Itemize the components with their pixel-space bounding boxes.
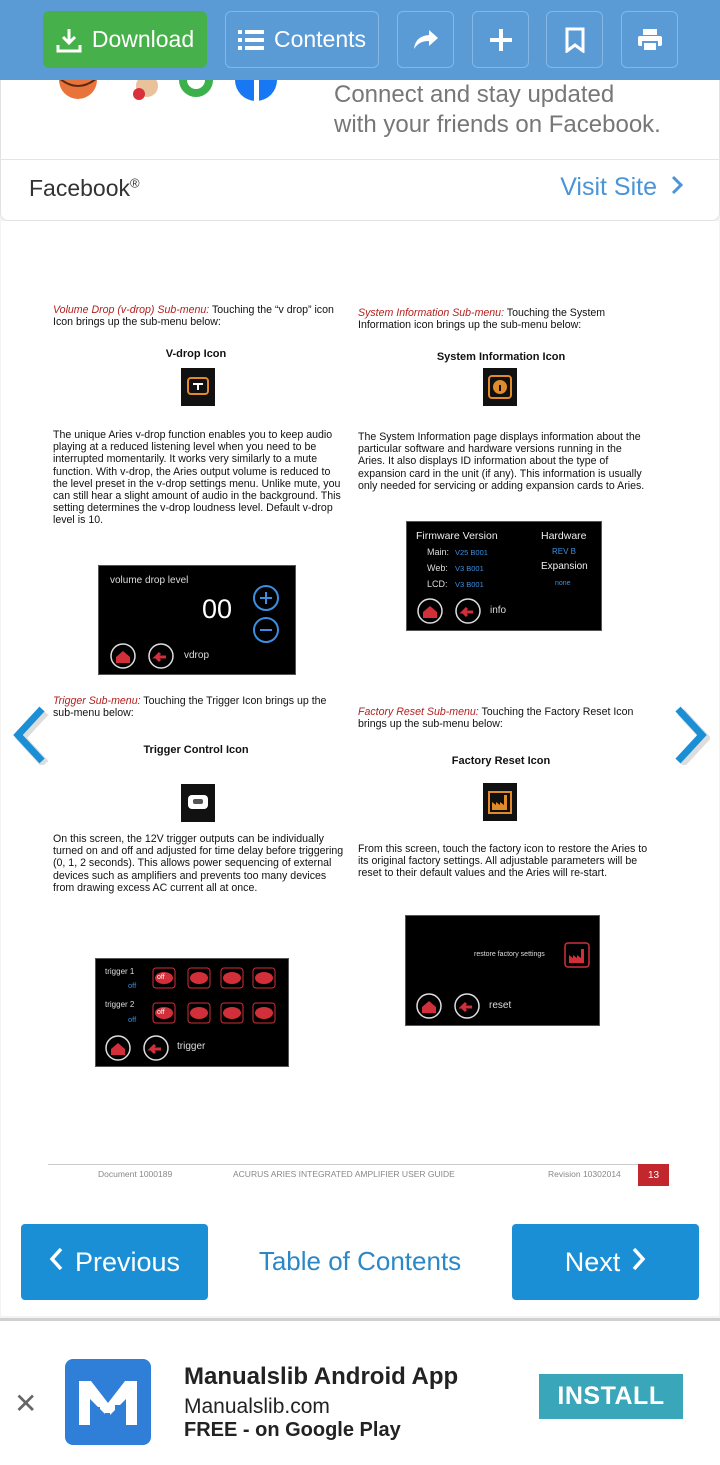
- vdrop-heading: Volume Drop (v-drop) Sub-menu:: [53, 304, 210, 316]
- visit-site-label: Visit Site: [560, 173, 657, 201]
- install-button[interactable]: INSTALL: [539, 1374, 683, 1419]
- registered-mark: ®: [130, 175, 140, 191]
- bookmark-button[interactable]: [546, 11, 603, 68]
- next-page-arrow[interactable]: [670, 705, 710, 765]
- trigger-intro-text: Touching the Trigger Icon brings up the sub-menu below:: [53, 695, 327, 720]
- tagline-line-1: Connect and stay updated: [334, 81, 615, 108]
- web-value: V3 B001: [455, 564, 484, 573]
- footer-revision: Revision 10302014: [548, 1169, 621, 1179]
- divider: [1, 159, 720, 160]
- tagline-line-2: with your friends on Facebook.: [334, 111, 661, 138]
- trigger-intro: [53, 695, 343, 719]
- main-label: Main:: [427, 547, 450, 557]
- reset-heading: Factory Reset Sub-menu:: [358, 706, 479, 718]
- facebook-name: [29, 175, 140, 202]
- social-icons-strip: [59, 80, 279, 102]
- chevron-left-icon: [10, 705, 50, 765]
- previous-button[interactable]: [21, 1224, 208, 1300]
- main-value: V25 B001: [455, 548, 488, 557]
- vdrop-icon: [181, 368, 215, 406]
- sysinfo-panel: [406, 521, 602, 631]
- trigger-panel: [95, 958, 289, 1067]
- sysinfo-intro-text: Touching the System Information icon brings up the sub-menu below:: [358, 307, 606, 332]
- vdrop-panel: [98, 565, 296, 675]
- expansion-value: none: [555, 580, 571, 587]
- trigger1-off-label: off: [157, 974, 165, 981]
- print-button[interactable]: [621, 11, 678, 68]
- manualslib-logo-icon: [65, 1359, 151, 1445]
- sysinfo-intro: [358, 307, 643, 331]
- chevron-right-icon: [632, 1247, 646, 1278]
- trigger-body: On this screen, the 12V trigger outputs can be individually turned on and off and adjusted for time delay before triggering (0, 1, 2 seconds). This allows power sequencing of external devices such as amplifiers and prevents too many devices from drawing excess AC current all at once.: [53, 833, 344, 894]
- rev-value: REV B: [552, 547, 577, 556]
- visit-site-link[interactable]: [560, 173, 683, 202]
- manual-page: [1, 221, 719, 1316]
- trigger2-label: trigger 2: [105, 1000, 135, 1009]
- vdrop-panel-caption: vdrop: [184, 650, 210, 661]
- chevron-left-icon: [49, 1247, 63, 1278]
- trigger-icon: [181, 784, 215, 822]
- share-icon: [412, 28, 440, 52]
- list-icon: [238, 29, 264, 51]
- web-label: Web:: [427, 563, 448, 573]
- table-of-contents-link[interactable]: Table of Contents: [258, 1246, 462, 1276]
- vdrop-panel-value: 00: [202, 594, 233, 624]
- reset-panel: [405, 915, 600, 1026]
- add-button[interactable]: [472, 11, 529, 68]
- reset-body: From this screen, touch the factory icon to restore the Aries to its original factory settings. All adjustable parameters will be reset to their default values and the Aries will re-start.: [358, 843, 648, 880]
- ad-title: Manualslib Android App: [184, 1363, 459, 1390]
- vdrop-intro: [53, 304, 338, 328]
- trigger-button-grid: [152, 967, 278, 1027]
- top-toolbar: [0, 0, 720, 80]
- share-button[interactable]: [397, 11, 454, 68]
- trigger2-state: off: [128, 1015, 137, 1024]
- lcd-label: LCD:: [427, 579, 448, 589]
- trigger1-state: off: [128, 981, 137, 990]
- sysinfo-body: The System Information page displays information about the particular software and hardware versions running in the Aries. It also displays ID information about the type of expansion card in the unit (if any). This information is usually only needed for servicing or adding expansion cards to Aries.: [358, 431, 645, 492]
- reset-intro-text: Touching the Factory Reset Icon brings up the sub-menu below:: [358, 706, 634, 731]
- app-install-banner: [0, 1318, 720, 1465]
- bookmark-icon: [565, 27, 585, 53]
- reset-panel-label: restore factory settings: [474, 951, 545, 958]
- facebook-name-text: Facebook: [29, 175, 131, 201]
- ad-site: Manualslib.com: [184, 1395, 330, 1418]
- vdrop-panel-label: volume drop level: [110, 575, 189, 586]
- chevron-right-icon: [670, 705, 710, 765]
- sysinfo-heading: System Information Sub-menu:: [358, 307, 505, 319]
- chevron-right-icon: [671, 173, 683, 202]
- reset-icon-title: Factory Reset Icon: [451, 755, 551, 767]
- sysinfo-panel-caption: info: [490, 605, 507, 616]
- download-icon: [56, 27, 82, 53]
- reset-intro: [358, 706, 648, 730]
- printer-icon: [637, 28, 663, 52]
- lcd-value: V3 B001: [455, 580, 484, 589]
- previous-label: Previous: [74, 1246, 181, 1277]
- ad-free-text: FREE - on Google Play: [184, 1419, 401, 1441]
- plus-icon: [489, 28, 513, 52]
- download-label: Download: [91, 26, 195, 52]
- trigger2-off-label: off: [157, 1009, 165, 1016]
- next-label: Next: [564, 1246, 621, 1277]
- footer-rule: [48, 1164, 668, 1165]
- home-back-icons: [417, 598, 481, 624]
- home-back-icons: [110, 643, 174, 669]
- contents-label: Contents: [273, 26, 367, 52]
- download-button[interactable]: [43, 11, 207, 68]
- trigger-icon-title: Trigger Control Icon: [143, 744, 249, 756]
- footer-document: Document 1000189: [98, 1169, 173, 1179]
- reset-panel-caption: reset: [489, 1000, 512, 1011]
- home-back-icons: [105, 1035, 169, 1061]
- facebook-tagline: [334, 80, 714, 140]
- contents-button[interactable]: [225, 11, 379, 68]
- expansion-label: Expansion: [541, 561, 588, 572]
- firmware-title: Firmware Version: [416, 530, 498, 542]
- vdrop-icon-title: V-drop Icon: [165, 348, 227, 360]
- close-icon[interactable]: ✕: [14, 1388, 38, 1419]
- next-button[interactable]: [512, 1224, 699, 1300]
- vdrop-intro-text: Touching the “v drop” icon Icon brings up the sub-menu below:: [53, 304, 334, 329]
- sysinfo-icon-title: System Information Icon: [436, 351, 566, 363]
- plus-minus-icon: [251, 584, 281, 644]
- trigger-heading: Trigger Sub-menu:: [53, 695, 141, 707]
- info-icon: [483, 368, 517, 406]
- trigger1-label: trigger 1: [105, 967, 135, 976]
- home-back-icons: [416, 993, 480, 1019]
- factory-icon: [483, 783, 517, 821]
- hardware-title: Hardware: [541, 530, 587, 542]
- footer-guide-title: ACURUS ARIES INTEGRATED AMPLIFIER USER GUIDE: [233, 1169, 455, 1179]
- factory-reset-icon: [564, 942, 590, 968]
- vdrop-body: The unique Aries v-drop function enables you to keep audio playing at a reduced listening level when you need to be interrupted momentarily. It works very similarly to a mute function. With v-drop, the Aries output volume is reduced to the level preset in the v-drop settings menu. Unlike mute, you can still hear a slight amount of audio in the background. This setting determines the v-drop loudness level. Default v-drop level is 10.: [53, 429, 341, 527]
- trigger-panel-caption: trigger: [177, 1041, 206, 1052]
- page-number: 13: [638, 1164, 669, 1186]
- facebook-ad-card[interactable]: [0, 80, 720, 221]
- prev-page-arrow[interactable]: [10, 705, 50, 765]
